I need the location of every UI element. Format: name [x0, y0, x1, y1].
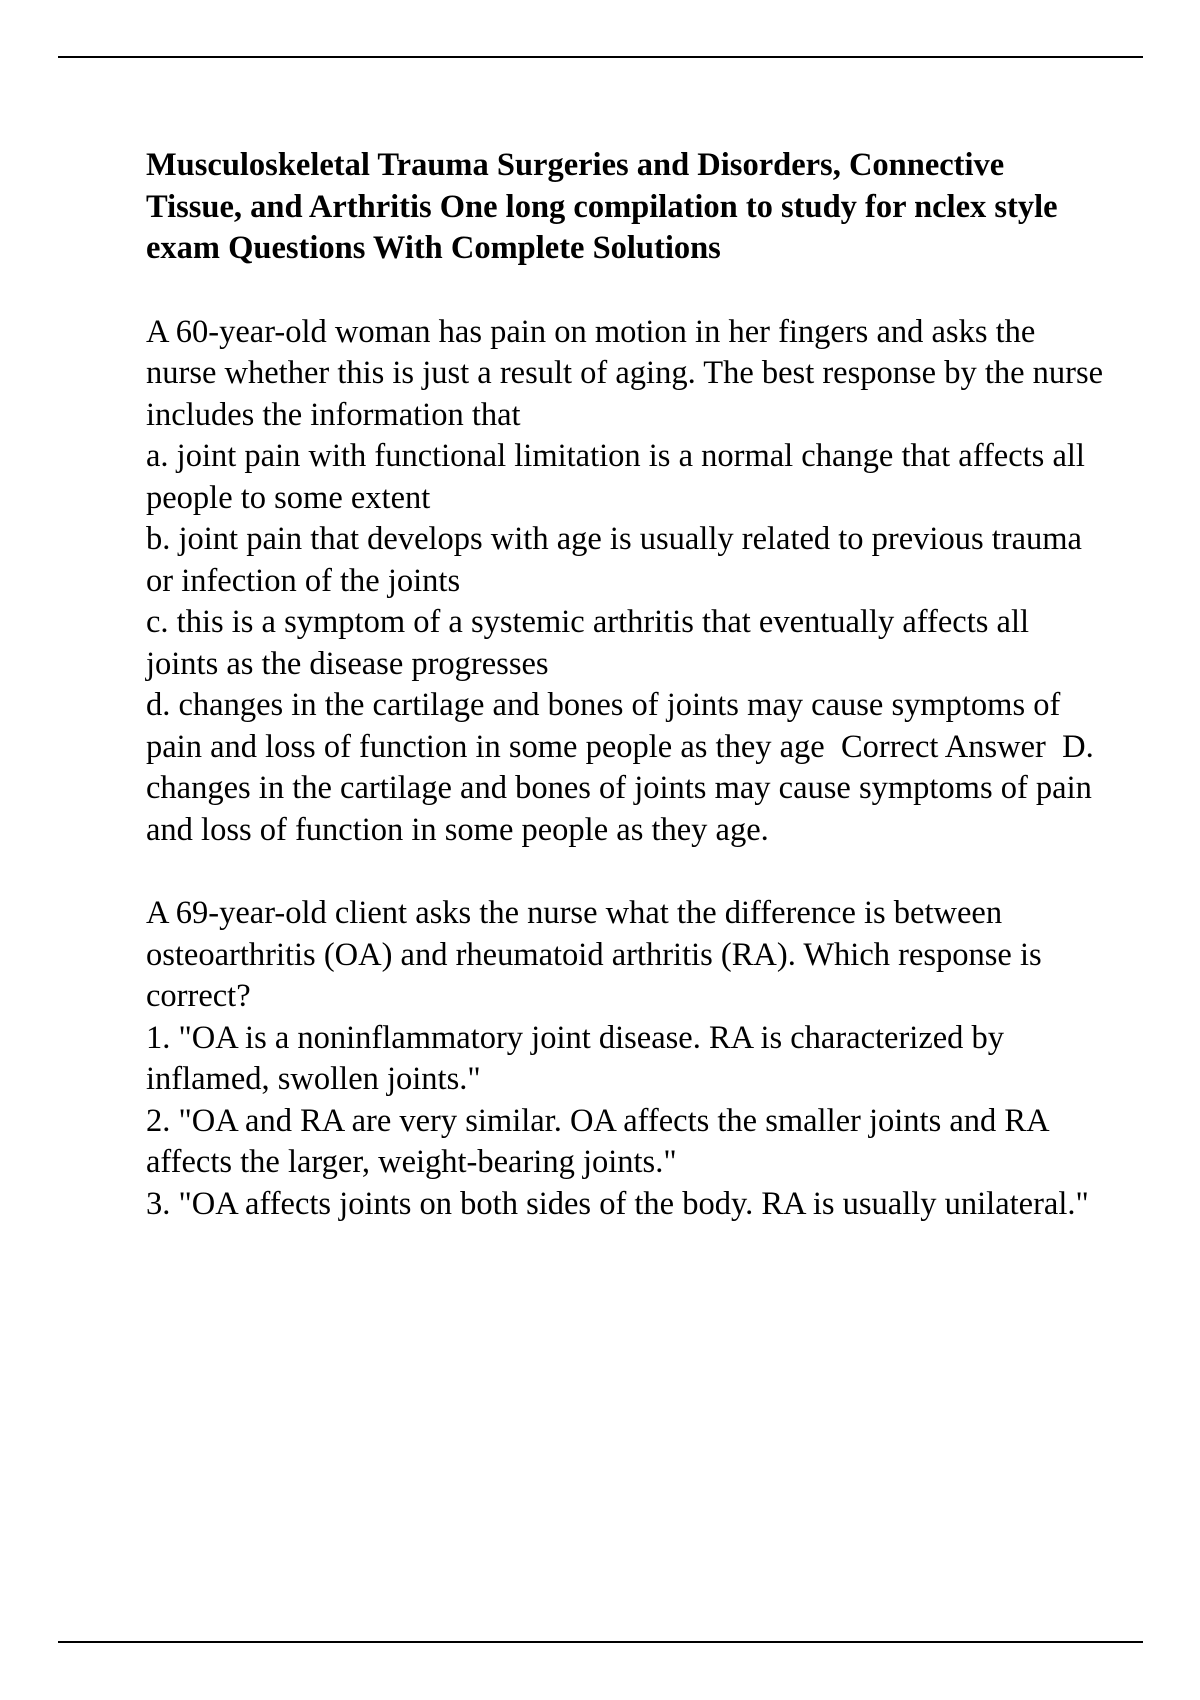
question-1	[146, 312, 1112, 852]
footer-rule	[58, 1641, 1143, 1643]
answer-option: a. joint pain with functional limitation is a normal change that affects all people to some extent	[146, 438, 1094, 516]
document-body	[146, 145, 1112, 1225]
question-stem: A 69-year-old client asks the nurse what the difference is between osteoarthritis (OA) and rheumatoid arthritis (RA). Which response is correct?	[146, 895, 1050, 1014]
answer-option: 3. "OA affects joints on both sides of the body. RA is usually unilateral."	[146, 1185, 1089, 1222]
answer-option: d. changes in the cartilage and bones of joints may cause symptoms of pain and loss of function in some people as they age Correct Answer D. changes in the cartilage and bones of joints may cause symptoms of pain and loss of function in some people as they age.	[146, 687, 1102, 848]
document-title: Musculoskeletal Trauma Surgeries and Disorders, Connective Tissue, and Arthritis One long compilation to study for nclex style exam Questions With Complete Solutions	[146, 147, 1058, 266]
answer-option: 2. "OA and RA are very similar. OA affects the smaller joints and RA affects the larger, weight-bearing joints."	[146, 1102, 1056, 1180]
answer-option: 1. "OA is a noninflammatory joint disease. RA is characterized by inflamed, swollen joints."	[146, 1019, 1013, 1097]
answer-option: c. this is a symptom of a systemic arthritis that eventually affects all joints as the disease progresses	[146, 604, 1038, 682]
question-stem: A 60-year-old woman has pain on motion in her fingers and asks the nurse whether this is just a result of aging. The best response by the nurse includes the information that	[146, 313, 1112, 433]
question-2	[146, 893, 1106, 1225]
answer-option: b. joint pain that develops with age is usually related to previous trauma or infection of the joints	[146, 521, 1091, 599]
header-rule	[58, 56, 1143, 58]
